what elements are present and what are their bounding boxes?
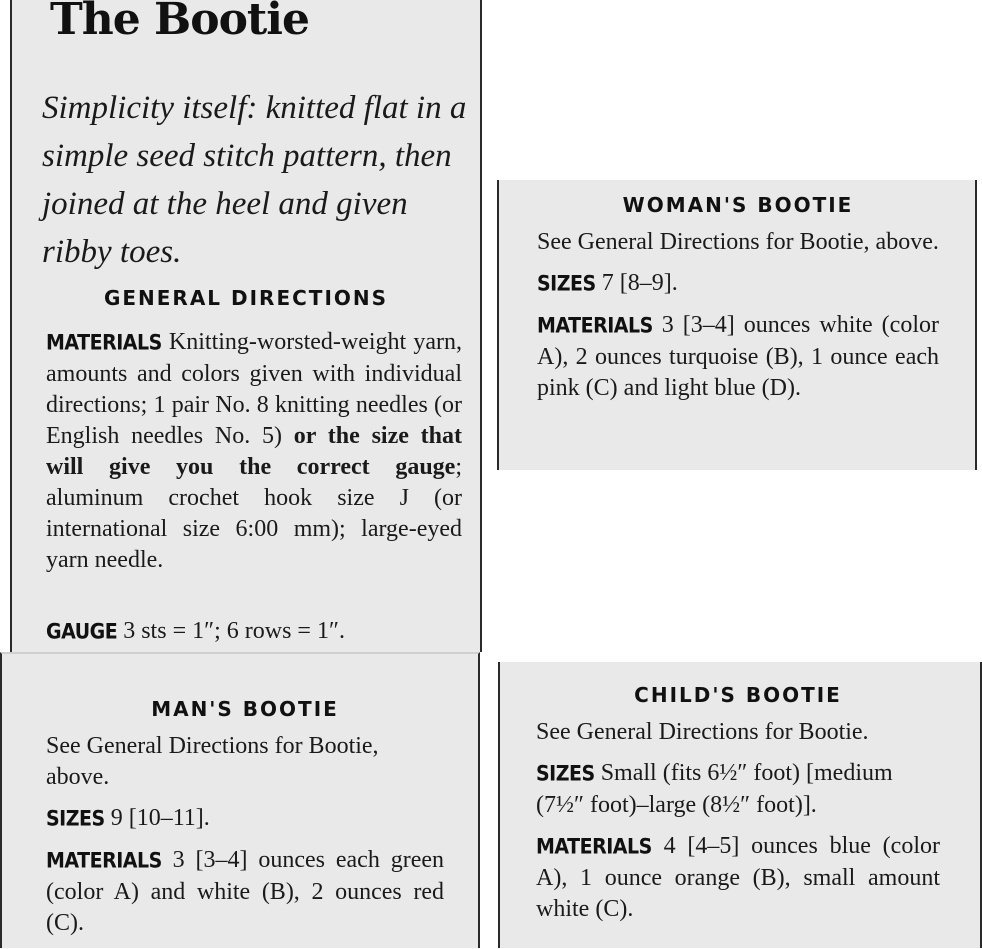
subtitle: Simplicity itself: knitted flat in a simple seed stitch pattern, then joined at the heel and given ribby toes.: [42, 90, 467, 270]
woman-bootie-heading: WOMAN'S BOOTIE: [622, 193, 854, 217]
materials-label: MATERIALS: [46, 848, 162, 874]
sizes-text: Small (fits 6½″ foot) [medium (7½″ foot)–large (8½″ foot)].: [536, 760, 893, 818]
materials-text: 4 [4–5] ounces blue (color A), 1 ounce orange (B), small amount white (C).: [536, 833, 940, 922]
general-materials-paragraph: [46, 327, 462, 576]
man-materials: [46, 845, 444, 939]
child-sizes: [536, 758, 940, 821]
sizes-label: SIZES: [537, 271, 596, 297]
child-intro: See General Directions for Bootie.: [536, 719, 869, 745]
man-bootie-panel: [0, 652, 480, 948]
sizes-text: 9 [10–11].: [104, 805, 210, 831]
woman-bootie-panel: [497, 180, 977, 470]
materials-text: Knitting-worsted-weight yarn, amounts and colors given with individual directions; 1 pair No. 8 knitting needles (or English needles No. 5): [46, 329, 462, 449]
page-title: The Bootie: [50, 0, 309, 45]
materials-text: 3 [3–4] ounces white (color A), 2 ounces turquoise (B), 1 ounce each pink (C) and light blue (D).: [537, 312, 939, 401]
man-intro: See General Directions for Bootie, above.: [46, 733, 379, 790]
gauge-line: [46, 618, 345, 645]
materials-text: 3 [3–4] ounces each green (color A) and white (B), 2 ounces red (C).: [46, 847, 444, 936]
man-bootie-heading: MAN'S BOOTIE: [151, 697, 339, 721]
woman-materials: [537, 310, 939, 404]
gauge-text: 3 sts = 1″; 6 rows = 1″.: [117, 618, 345, 644]
gauge-label: GAUGE: [46, 619, 118, 645]
materials-label: MATERIALS: [537, 313, 653, 339]
child-bootie-heading: CHILD'S BOOTIE: [634, 683, 842, 707]
woman-intro: See General Directions for Bootie, above.: [537, 229, 939, 255]
man-sizes: [46, 803, 444, 835]
materials-label: MATERIALS: [46, 330, 162, 356]
materials-label: MATERIALS: [536, 834, 652, 860]
sizes-text: 7 [8–9].: [595, 270, 678, 296]
general-directions-heading: GENERAL DIRECTIONS: [103, 286, 389, 310]
materials-emphasis: or the size that will give you the correct gauge: [46, 423, 463, 480]
sizes-label: SIZES: [46, 806, 105, 832]
child-bootie-panel: [498, 662, 982, 948]
woman-sizes: [537, 268, 939, 300]
sizes-label: SIZES: [536, 761, 595, 787]
general-panel: [10, 0, 482, 652]
child-materials: [536, 831, 940, 925]
materials-text-end: ; aluminum crochet hook size J (or international size 6:00 mm); large-eyed yarn needle.: [46, 454, 462, 573]
